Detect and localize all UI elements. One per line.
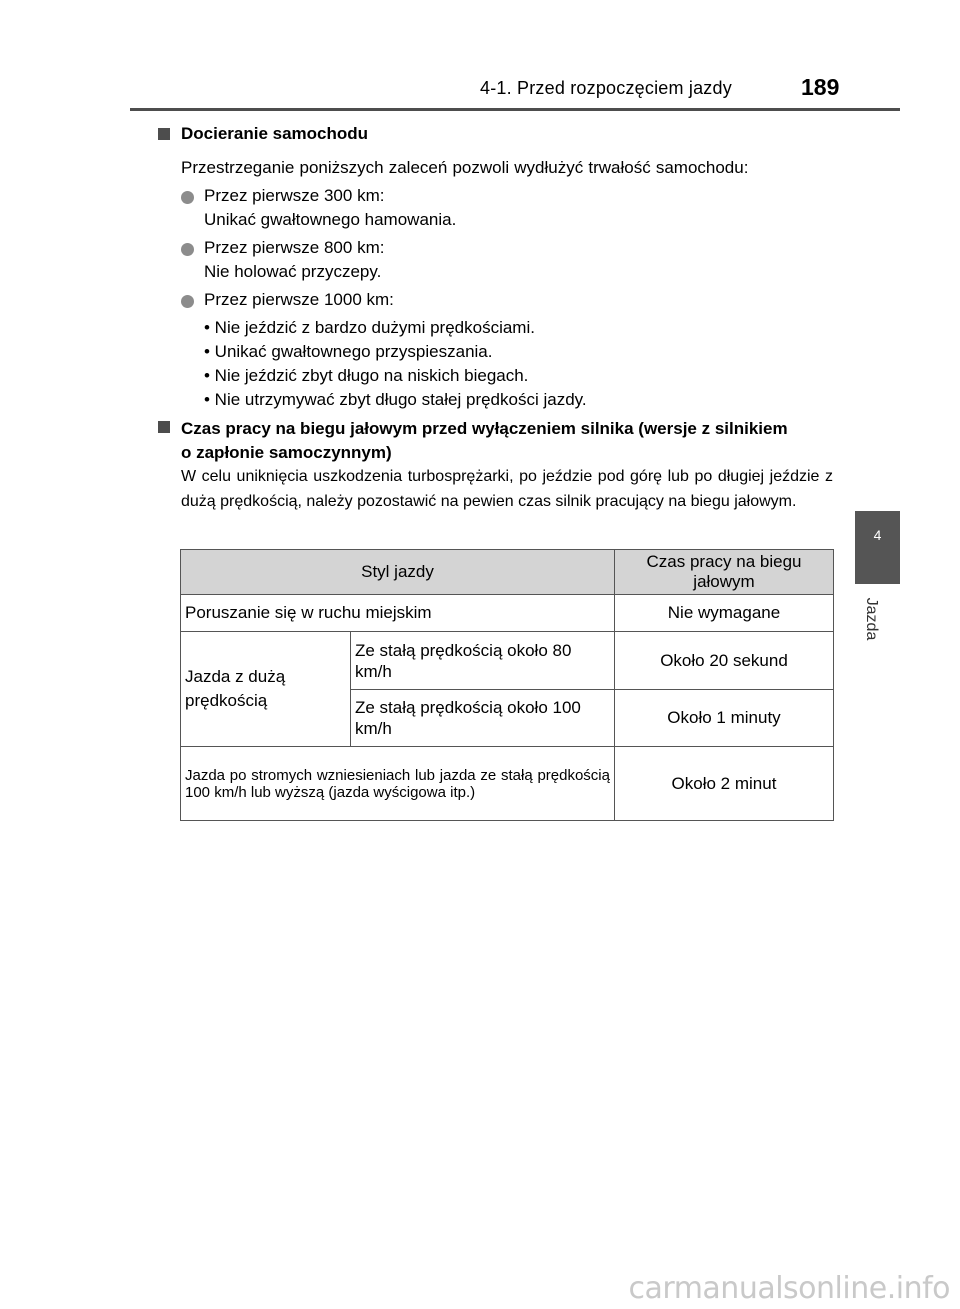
table-cell: Około 1 minuty: [615, 690, 834, 747]
chapter-label: [860, 592, 882, 646]
section-title-line: Czas pracy na biegu jałowym przed wyłączeniem silnika (wersje z silnikiem: [181, 419, 788, 438]
square-bullet-icon: [158, 128, 170, 140]
list-item-title: Przez pierwsze 300 km:: [204, 186, 385, 205]
round-bullet-icon: [181, 243, 194, 256]
table-cell: Jazda z dużą prędkością: [181, 632, 351, 747]
square-bullet-icon: [158, 421, 170, 433]
sub-list-item: • Nie utrzymywać zbyt długo stałej prędkości jazdy.: [204, 390, 587, 409]
page-number: 189: [801, 74, 840, 100]
table-cell: Ze stałą prędkością około 80 km/h: [351, 632, 615, 690]
sub-list-item: • Unikać gwałtownego przyspieszania.: [204, 342, 493, 361]
table-cell: Około 20 sekund: [615, 632, 834, 690]
table-cell: Ze stałą prędkością około 100 km/h: [351, 690, 615, 747]
section-title: Docieranie samochodu: [181, 124, 369, 143]
section-title: [181, 417, 841, 465]
idle-time-table: [180, 549, 834, 821]
chapter-tab[interactable]: [855, 511, 900, 584]
round-bullet-icon: [181, 191, 194, 204]
list-item: [204, 184, 456, 232]
header-title: 4-1. Przed rozpoczęciem jazdy: [480, 78, 732, 98]
list-item: [204, 288, 394, 312]
table-header: Styl jazdy: [181, 550, 615, 595]
list-item-title: Przez pierwsze 1000 km:: [204, 290, 394, 309]
round-bullet-icon: [181, 295, 194, 308]
list-item-detail: Unikać gwałtownego hamowania.: [204, 210, 457, 229]
list-item-title: Przez pierwsze 800 km:: [204, 238, 385, 257]
table-cell: Jazda po stromych wzniesieniach lub jazda ze stałą prędkością 100 km/h lub wyższą (jazda wyścigowa itp.): [181, 747, 615, 821]
list-item-detail: Nie holować przyczepy.: [204, 262, 382, 281]
header-rule: [130, 108, 900, 111]
sub-list-item: • Nie jeździć zbyt długo na niskich biegach.: [204, 366, 529, 385]
watermark: carmanualsonline.info: [628, 1271, 950, 1306]
chapter-number: 4: [873, 527, 882, 543]
intro-text: Przestrzeganie poniższych zaleceń pozwoli wydłużyć trwałość samochodu:: [181, 158, 749, 177]
table-header: Czas pracy na biegu jałowym: [615, 550, 834, 595]
list-item: [204, 236, 384, 284]
section-title-line: o zapłonie samoczynnym): [181, 443, 392, 462]
table-cell: Nie wymagane: [615, 595, 834, 632]
section-paragraph: W celu uniknięcia uszkodzenia turbosprężarki, po jeździe pod górę lub po długiej jeździe z dużą prędkością, należy pozostawić na pewien czas silnik pracujący na biegu jałowym.: [181, 468, 833, 510]
chapter-label-text: Jazda: [863, 597, 880, 641]
sub-list-item: • Nie jeździć z bardzo dużymi prędkościami.: [204, 318, 535, 337]
table-cell: Poruszanie się w ruchu miejskim: [181, 595, 615, 632]
table-cell: Około 2 minut: [615, 747, 834, 821]
